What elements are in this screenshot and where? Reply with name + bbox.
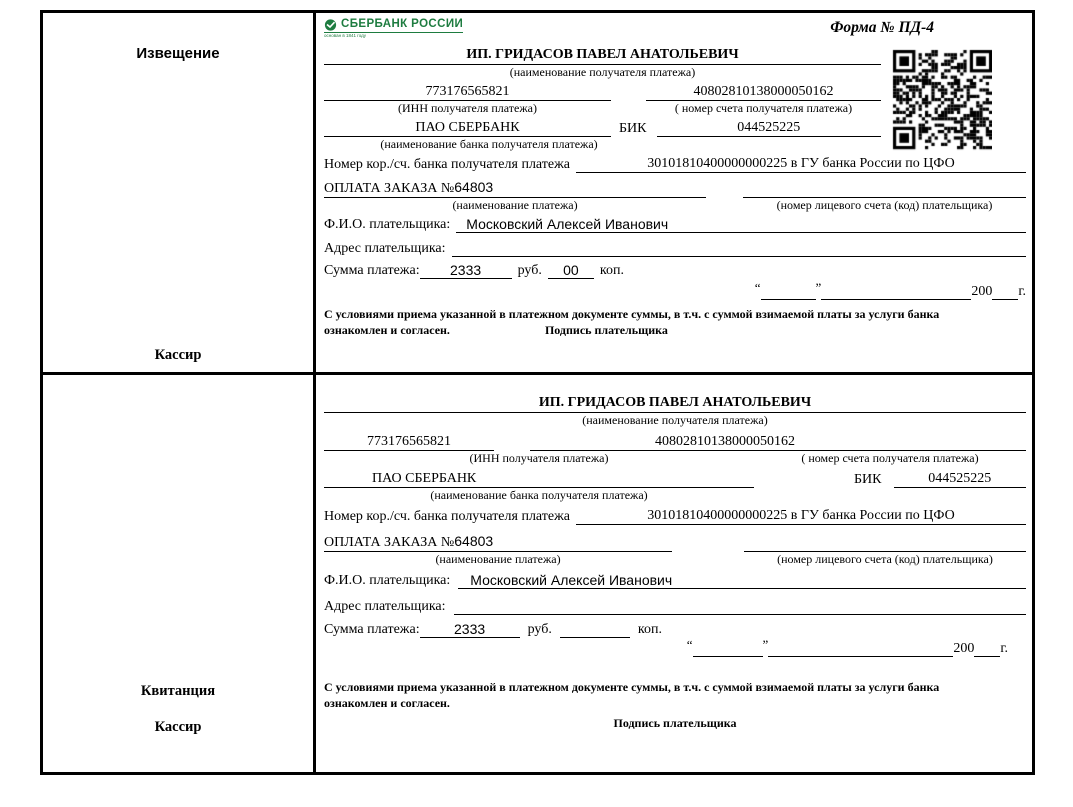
sum-kop-value: 00 — [548, 262, 594, 279]
payment-purpose — [324, 179, 706, 198]
receipt-section — [316, 375, 1032, 772]
receipt-cashier-label: Кассир — [154, 719, 202, 735]
payee-name: ИП. ГРИДАСОВ ПАВЕЛ АНАТОЛЬЕВИЧ — [324, 393, 1026, 413]
order-number: 64803 — [454, 179, 494, 195]
agreement-line1: С условиями приема указанной в платежном документе суммы, в т.ч. с суммой взимаемой платы за услуги банка — [324, 307, 940, 321]
payment-purpose — [324, 533, 672, 552]
bik-value: 044525225 — [657, 120, 882, 137]
purpose-caption: (наименование платежа) — [435, 552, 561, 566]
kop-label: коп. — [599, 263, 624, 278]
bank-logo-text: СБЕРБАНК РОССИИ — [341, 18, 464, 31]
bank-caption: (наименование банка получателя платежа) — [430, 488, 648, 502]
purpose-caption: (наименование платежа) — [452, 198, 578, 212]
payer-name-label: Ф.И.О. плательщика: — [324, 573, 451, 588]
account-cell — [530, 434, 1026, 451]
form-number: Форма № ПД-4 — [830, 19, 934, 36]
qr-code — [892, 48, 992, 151]
account-caption: ( номер счета получателя платежа) — [801, 451, 979, 465]
year-prefix: 200 — [971, 284, 993, 299]
year-line — [992, 283, 1018, 300]
corr-account-value: 30101810400000000225 в ГУ банка России по ЦФО — [576, 508, 1026, 525]
receipt-stub-label: Квитанция — [140, 683, 216, 699]
notice-section — [316, 13, 1032, 375]
account-value: 40802810138000050162 — [646, 84, 881, 101]
personal-account-caption: (номер лицевого счета (код) плательщика) — [777, 552, 993, 566]
year-suffix: г. — [1018, 284, 1026, 299]
sum-rub-value: 2333 — [420, 262, 512, 279]
payer-address-label: Адрес плательщика: — [324, 241, 446, 256]
date-line — [324, 637, 1026, 657]
purpose-prefix: ОПЛАТА ЗАКАЗА № — [324, 181, 455, 196]
payee-name: ИП. ГРИДАСОВ ПАВЕЛ АНАТОЛЬЕВИЧ — [324, 45, 881, 65]
bik-value: 044525225 — [894, 471, 1027, 488]
bank-name: ПАО СБЕРБАНК — [324, 471, 754, 488]
quote-open: “ — [686, 637, 693, 652]
quote-close: ” — [762, 637, 769, 652]
date-day-line — [693, 640, 763, 657]
payer-address-line — [452, 238, 1026, 257]
year-line — [974, 640, 1000, 657]
payer-name-value: Московский Алексей Иванович — [458, 572, 1026, 589]
payee-name-caption: (наименование получателя платежа) — [582, 413, 768, 427]
kop-label: коп. — [637, 622, 662, 637]
sum-kop-value — [560, 637, 630, 638]
inn-caption: (ИНН получателя платежа) — [398, 101, 537, 115]
year-prefix: 200 — [953, 641, 975, 656]
sberbank-logo — [324, 19, 463, 39]
account-caption: ( номер счета получателя платежа) — [674, 101, 853, 115]
payee-name-caption: (наименование получателя платежа) — [509, 65, 696, 79]
quote-open: “ — [754, 280, 761, 295]
inn-value: 773176565821 — [324, 84, 611, 101]
personal-account-line — [743, 179, 1026, 198]
sum-rub-value: 2333 — [420, 621, 520, 638]
notice-cashier-label: Кассир — [154, 347, 202, 363]
rub-label: руб. — [517, 263, 542, 278]
order-number: 64803 — [454, 533, 494, 549]
agreement-line2: ознакомлен и согласен. — [324, 323, 450, 337]
bank-name: ПАО СБЕРБАНК — [324, 120, 611, 137]
account-value: 40802810138000050162 — [655, 434, 795, 449]
sberbank-emblem-icon — [324, 19, 337, 31]
personal-account-line — [744, 533, 1026, 552]
quote-close: ” — [815, 280, 822, 295]
pd4-form — [40, 10, 1035, 775]
notice-header — [324, 19, 1026, 45]
agreement-line2: ознакомлен и согласен. — [324, 696, 450, 710]
notice-stub-cell — [43, 13, 316, 375]
inn-value: 773176565821 — [324, 434, 494, 451]
year-suffix: г. — [1000, 641, 1008, 656]
signature-label: Подпись плательщика — [613, 716, 737, 730]
date-month-line — [768, 640, 953, 657]
corr-account-value: 30101810400000000225 в ГУ банка России по ЦФО — [576, 156, 1026, 173]
personal-account-caption: (номер лицевого счета (код) плательщика) — [776, 198, 993, 212]
payer-name-label: Ф.И.О. плательщика: — [324, 217, 451, 232]
notice-stub-label: Извещение — [136, 45, 220, 62]
sum-label: Сумма платежа: — [324, 263, 420, 278]
payer-address-line — [454, 596, 1026, 615]
rub-label: руб. — [527, 622, 552, 637]
inn-caption: (ИНН получателя платежа) — [469, 451, 609, 465]
signature-label: Подпись плательщика — [544, 323, 668, 337]
bik-label: БИК — [854, 472, 882, 487]
date-day-line — [761, 283, 816, 300]
date-month-line — [821, 283, 971, 300]
payer-address-label: Адрес плательщика: — [324, 599, 446, 614]
bik-label: БИК — [619, 121, 647, 136]
corr-account-label: Номер кор./сч. банка получателя платежа — [324, 157, 570, 172]
purpose-prefix: ОПЛАТА ЗАКАЗА № — [324, 535, 455, 550]
sum-label: Сумма платежа: — [324, 622, 420, 637]
payer-name-value: Московский Алексей Иванович — [456, 216, 1026, 233]
date-line — [324, 280, 1026, 300]
agreement-line1: С условиями приема указанной в платежном документе суммы, в т.ч. с суммой взимаемой платы за услуги банка — [324, 680, 940, 694]
receipt-stub-cell — [43, 375, 316, 772]
bank-caption: (наименование банка получателя платежа) — [380, 137, 598, 151]
corr-account-label: Номер кор./сч. банка получателя платежа — [324, 509, 570, 524]
bank-logo-tagline: основан в 1841 году — [324, 33, 367, 38]
